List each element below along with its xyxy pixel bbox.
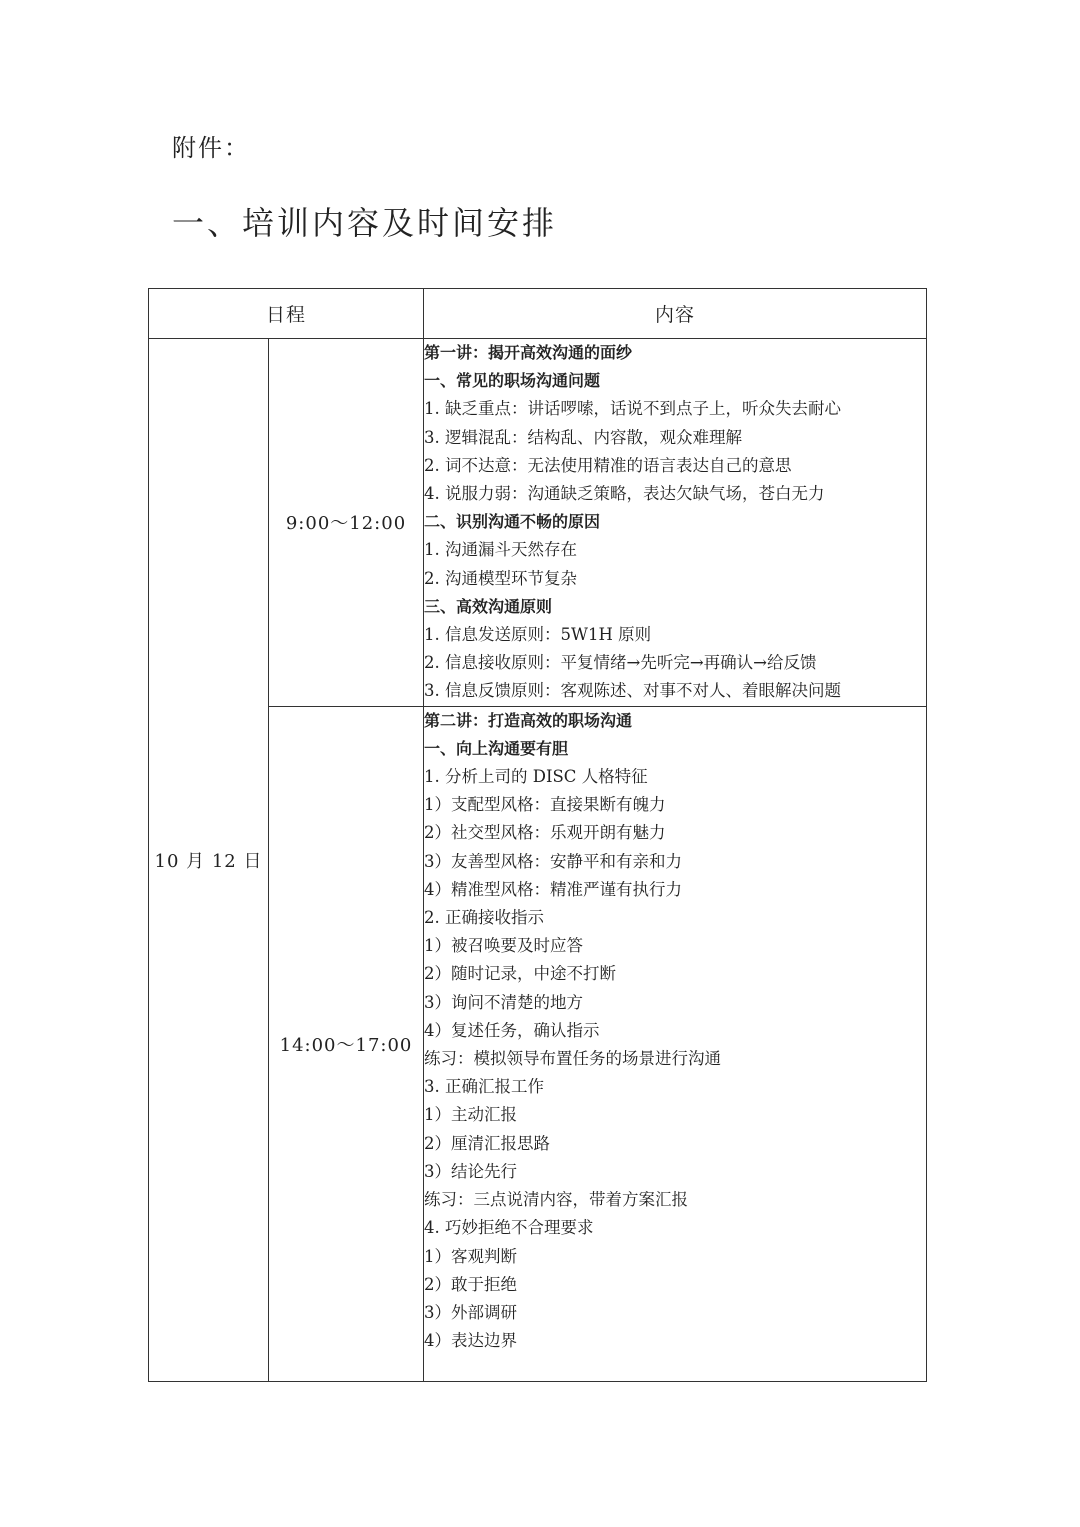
attachment-label: 附件： — [172, 134, 250, 162]
content-line: 3. 逻辑混乱：结构乱、内容散，观众难理解 — [424, 427, 743, 447]
content-line: 练习：三点说清内容，带着方案汇报 — [424, 1190, 689, 1210]
table-header-row — [149, 289, 927, 339]
content-line: 3）友善型风格：安静平和有亲和力 — [424, 851, 683, 871]
content-line: 4. 巧妙拒绝不合理要求 — [424, 1218, 594, 1238]
content-cell-afternoon — [424, 706, 927, 1381]
content-line: 2. 沟通模型环节复杂 — [424, 568, 578, 588]
content-line: 1. 信息发送原则：5W1H 原则 — [424, 625, 652, 645]
content-line: 2）厘清汇报思路 — [424, 1133, 551, 1153]
content-line: 4）精准型风格：精准严谨有执行力 — [424, 879, 683, 899]
content-line: 3）结论先行 — [424, 1161, 518, 1181]
content-heading: 第一讲：揭开高效沟通的面纱 — [424, 343, 633, 362]
content-heading: 三、高效沟通原则 — [424, 596, 553, 616]
content-heading: 二、识别沟通不畅的原因 — [424, 512, 601, 532]
content-line: 1. 缺乏重点：讲话啰嗦，话说不到点子上，听众失去耐心 — [424, 399, 842, 419]
content-line: 2）敢于拒绝 — [424, 1274, 518, 1294]
time-cell-afternoon: 14:00～17:00 — [269, 706, 424, 1381]
content-line: 2）社交型风格：乐观开朗有魅力 — [424, 823, 666, 843]
content-line: 4. 说服力弱：沟通缺乏策略，表达欠缺气场，苍白无力 — [424, 484, 825, 504]
header-schedule: 日程 — [149, 289, 424, 339]
time-cell-morning: 9:00～12:00 — [269, 339, 424, 707]
content-lines-morning — [424, 339, 926, 706]
content-heading: 第二讲：打造高效的职场沟通 — [424, 710, 633, 730]
content-line: 2. 信息接收原则：平复情绪→先听完→再确认→给反馈 — [424, 653, 817, 673]
content-line: 练习：模拟领导布置任务的场景进行沟通 — [424, 1049, 722, 1069]
content-line: 2. 词不达意：无法使用精准的语言表达自己的意思 — [424, 455, 792, 475]
content-lines-afternoon — [424, 707, 926, 1356]
header-content: 内容 — [424, 289, 927, 339]
content-line: 1）客观判断 — [424, 1246, 518, 1266]
content-line: 2. 正确接收指示 — [424, 908, 545, 928]
content-line: 3. 正确汇报工作 — [424, 1077, 545, 1097]
content-line: 4）表达边界 — [424, 1331, 518, 1351]
schedule-table — [148, 288, 927, 1382]
content-heading: 一、向上沟通要有胆 — [424, 738, 569, 758]
content-line: 1. 分析上司的 DISC 人格特征 — [424, 767, 648, 787]
content-cell-morning — [424, 339, 927, 707]
content-line: 1. 沟通漏斗天然存在 — [424, 540, 578, 560]
session-row-morning — [149, 339, 927, 707]
content-line: 1）被召唤要及时应答 — [424, 936, 584, 956]
content-line: 2）随时记录，中途不打断 — [424, 964, 617, 984]
content-line: 1）支配型风格：直接果断有魄力 — [424, 795, 666, 815]
content-line: 1）主动汇报 — [424, 1105, 518, 1125]
content-line: 4）复述任务，确认指示 — [424, 1020, 600, 1040]
section-title: 一、培训内容及时间安排 — [172, 204, 558, 242]
content-heading: 一、常见的职场沟通问题 — [424, 371, 601, 391]
content-line: 3）外部调研 — [424, 1302, 518, 1322]
content-line: 3. 信息反馈原则：客观陈述、对事不对人、着眼解决问题 — [424, 681, 842, 701]
date-cell: 10 月 12 日 — [149, 339, 269, 1382]
content-line: 3）询问不清楚的地方 — [424, 992, 584, 1012]
